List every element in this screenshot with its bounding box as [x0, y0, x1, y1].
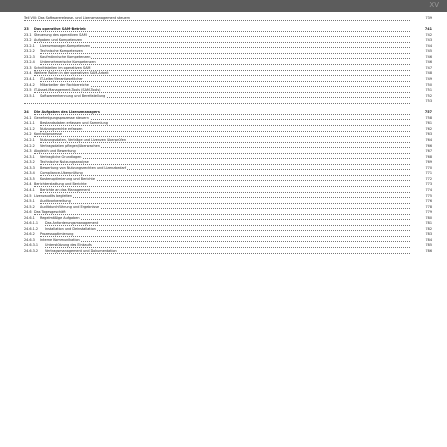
toc-page-number: 783 — [425, 232, 432, 237]
toc-entry-title-text: Abgleich und Bewertung — [34, 149, 76, 154]
toc-entry-title-text: Die Aufgaben des Lizenzmanagers — [34, 110, 100, 115]
toc-page-number: 779 — [425, 210, 432, 215]
toc-entry-title-text: Regelmäßige Aufgaben — [40, 215, 80, 220]
toc-page-number: 746 — [425, 54, 432, 59]
toc-page-number: 744 — [425, 43, 432, 48]
toc-entry-number: 23.5.1 — [24, 93, 35, 98]
toc-entry-number: 24.3.2 — [24, 160, 35, 165]
toc-entry-number: 24.4.1 — [24, 187, 35, 192]
toc-entry-number: 24 — [24, 110, 29, 115]
toc-entry-number: 23.4.2 — [24, 82, 35, 87]
toc-entry-number: 24.6.3 — [24, 237, 35, 242]
toc-page-number: 749 — [425, 77, 432, 82]
toc-page-number: 775 — [425, 193, 432, 198]
toc-entry-title-text: Nutzungsdaten, Verträge und Lizenzen überprüfen — [40, 138, 126, 143]
toc-entry-title-text: Berichterstattung und Berichte — [34, 182, 87, 187]
toc-entry-number: 23.3 — [24, 65, 32, 70]
toc-page-number: 776 — [425, 199, 432, 204]
toc-entry-number: 24.3 — [24, 149, 32, 154]
toc-entry-number: 24.6.1.1 — [24, 221, 39, 226]
toc-entry-number: 24.6.1.2 — [24, 226, 39, 231]
toc-page-number: 784 — [425, 237, 432, 242]
toc-page-number: 766 — [425, 143, 432, 148]
toc-entry-title-text: Prozessoptimierung — [40, 232, 74, 237]
toc-entry[interactable] — [24, 99, 432, 105]
toc-entry-title-text: Vertragsmanagement und Dokumentation — [45, 248, 117, 253]
toc-entry-number: 23.2.4 — [24, 60, 35, 65]
toc-entry-title-text: Vertragsdaten pflegen/überwachen — [40, 143, 100, 148]
toc-entry-title-text: Kostenoptimierung und Berichte — [40, 176, 95, 181]
toc-entry-title-text: Kontrollprozesse — [34, 132, 62, 137]
toc-entry-title-text: IT-Leiter/Verantwortlicher — [40, 77, 83, 82]
toc-entry-title-text: Softwareerkennung und Bereitstellung — [40, 93, 106, 98]
toc-entry-number: 24.1 — [24, 115, 32, 120]
toc-page-number: 781 — [425, 221, 432, 226]
toc-entry-number: 24.1.1 — [24, 121, 35, 126]
toc-page-number: 758 — [425, 115, 432, 120]
toc-entry-title-text: Unternehmerische Kompetenzen — [40, 60, 96, 65]
toc-entry-number: 24.6.1 — [24, 215, 35, 220]
toc-entry-title-text: Auditdurchführung und Ergebnisse — [40, 204, 100, 209]
toc-entry-number: 24.3.4 — [24, 171, 35, 176]
top-header-bar — [0, 0, 447, 12]
toc-entry-title-text: Compliance-Überprüfung — [40, 171, 83, 176]
toc-entry-title-text: Vertragliche Grundlagen — [40, 154, 82, 159]
toc-entry-title-text: Bewertung von Nutzungsrechten und Lizenzbedarf — [40, 165, 127, 170]
toc-entry-number: 23.4 — [24, 71, 32, 76]
toc-entry-number: 23.2.1 — [24, 43, 35, 48]
toc-page-number: 747 — [425, 65, 432, 70]
toc-entry-title-text: Technische Nutzungsanalyse — [40, 160, 89, 165]
toc-page-number: 770 — [425, 165, 432, 170]
toc-entry-title-text: Lizenzmanager-Kompetenzen — [40, 43, 91, 48]
toc-page-number: 762 — [425, 126, 432, 131]
toc-page-number: 772 — [425, 176, 432, 181]
toc-entry-number: 24.1.2 — [24, 126, 35, 131]
toc-entry-title-text: Teil VIII: Das Softwarerelease- und Lizenzmanagement steuern — [24, 16, 131, 20]
toc-entry-number: 24.6.2 — [24, 232, 35, 237]
toc-page-number: 786 — [425, 248, 432, 253]
toc-entry-number: 23.1 — [24, 32, 32, 37]
toc-page-number: 773 — [425, 182, 432, 187]
toc-page-number: 751 — [425, 88, 432, 93]
toc-page-number: 743 — [425, 38, 432, 43]
toc-page-number: 752 — [425, 93, 432, 98]
toc-entry-number: 24.2 — [24, 132, 32, 137]
toc-entry-title-text: Unterstützung des Einkaufs — [45, 243, 92, 248]
toc-entry-number: 24.5.2 — [24, 204, 35, 209]
page-tag: XV — [429, 1, 439, 9]
toc-entry-title-text: Das Anforderungsmanagement — [45, 221, 99, 226]
toc-entry-number: 24.2.1 — [24, 138, 35, 143]
toc-entry-title-text: Berichte an das Management — [40, 187, 90, 192]
toc-entry-number: 23 — [24, 27, 29, 32]
toc-page-number: 768 — [425, 154, 432, 159]
toc-entry-number: 24.6.3.1 — [24, 243, 39, 248]
toc-page-number: 742 — [425, 32, 432, 37]
toc-entry-number: 24.3.5 — [24, 176, 35, 181]
toc-entry[interactable] — [24, 249, 432, 255]
toc-entry-title-text: Weitere Rollen in der operativen SAM-Arbeit — [34, 71, 109, 76]
toc-entry-title-text: Schnittstellen im operativen SAM — [34, 65, 91, 70]
toc-entry-title — [24, 99, 410, 105]
toc-page-number: 739 — [425, 16, 432, 20]
toc-entry-title — [24, 16, 410, 22]
toc-page-number: 780 — [425, 215, 432, 220]
toc-entry-number: 24.4 — [24, 182, 32, 187]
toc-page-number: 774 — [425, 187, 432, 192]
toc-page-number: 763 — [425, 132, 432, 137]
toc-page-number: 757 — [424, 110, 432, 115]
toc-page-number: 745 — [425, 49, 432, 54]
toc-entry-title-text: Das operative SAM-Betrieb — [34, 27, 86, 32]
toc-entry-title-text: Auditvorbereitung — [40, 199, 71, 204]
toc-page-number: 764 — [425, 138, 432, 143]
toc-page-number: 753 — [425, 99, 432, 104]
toc-entry-title-text: Genehmigungsprozesse steuern — [34, 115, 89, 120]
toc-page-number: 750 — [425, 82, 432, 87]
toc-entry-title-text: Interne Kommunikation — [40, 237, 80, 242]
toc-entry-title-text: Nutzungsrechte erfassen — [40, 126, 83, 131]
toc-entry-number: 23.2 — [24, 38, 32, 43]
toc-entry-title-text — [24, 99, 25, 103]
toc-page-number: 778 — [425, 204, 432, 209]
toc-entry-number: 23.2.2 — [24, 49, 35, 54]
toc-entry-title — [45, 249, 410, 255]
toc-page-number: 769 — [425, 160, 432, 165]
toc-page-number: 771 — [425, 171, 432, 176]
toc-entry-number: 23.2.3 — [24, 54, 35, 59]
toc-entry-title-text: Mitarbeiter der Fachbereiche — [40, 82, 89, 87]
toc-page-number: 741 — [424, 27, 432, 32]
toc-page-number: 782 — [425, 226, 432, 231]
toc-page-number: 785 — [425, 243, 432, 248]
toc-entry-number: 24.3.3 — [24, 165, 35, 170]
toc-entry-title-text: Steuerung des operativen SAM — [34, 32, 87, 37]
toc-entry-title-text: Kaufmännische Kompetenzen — [40, 54, 91, 59]
toc-entry-number: 24.5 — [24, 193, 32, 198]
toc-page-number: 746 — [425, 60, 432, 65]
toc-page-number: 761 — [425, 121, 432, 126]
toc-entry-title-text: Aufgaben und Kompetenzen — [34, 38, 83, 43]
toc-page-number: 767 — [425, 149, 432, 154]
table-of-contents — [24, 16, 432, 255]
toc-entry-title-text: Technische Kompetenzen — [40, 49, 83, 54]
toc-entry-title-text: Bestandsdaten erfassen und Sammlung — [40, 121, 108, 126]
toc-entry-number: 24.6 — [24, 210, 32, 215]
toc-entry-number: 23.4.1 — [24, 77, 35, 82]
toc-entry[interactable] — [24, 16, 432, 22]
toc-entry-number: 24.6.3.2 — [24, 248, 39, 253]
toc-entry-number: 24.3.1 — [24, 154, 35, 159]
toc-entry-title-text: Das Tagesgeschäft — [34, 210, 66, 215]
toc-entry-title-text: IT-Asset-Management-Tools (SAM-Tools) — [34, 88, 101, 93]
toc-page-number: 748 — [425, 71, 432, 76]
toc-entry-number: 23.5 — [24, 88, 32, 93]
toc-entry-title-text: Lizenzaudits begleiten — [34, 193, 73, 198]
toc-entry-number: 24.2.2 — [24, 143, 35, 148]
toc-entry-title-text: Installation und Deinstallation — [45, 226, 96, 231]
toc-entry-number: 24.5.1 — [24, 199, 35, 204]
